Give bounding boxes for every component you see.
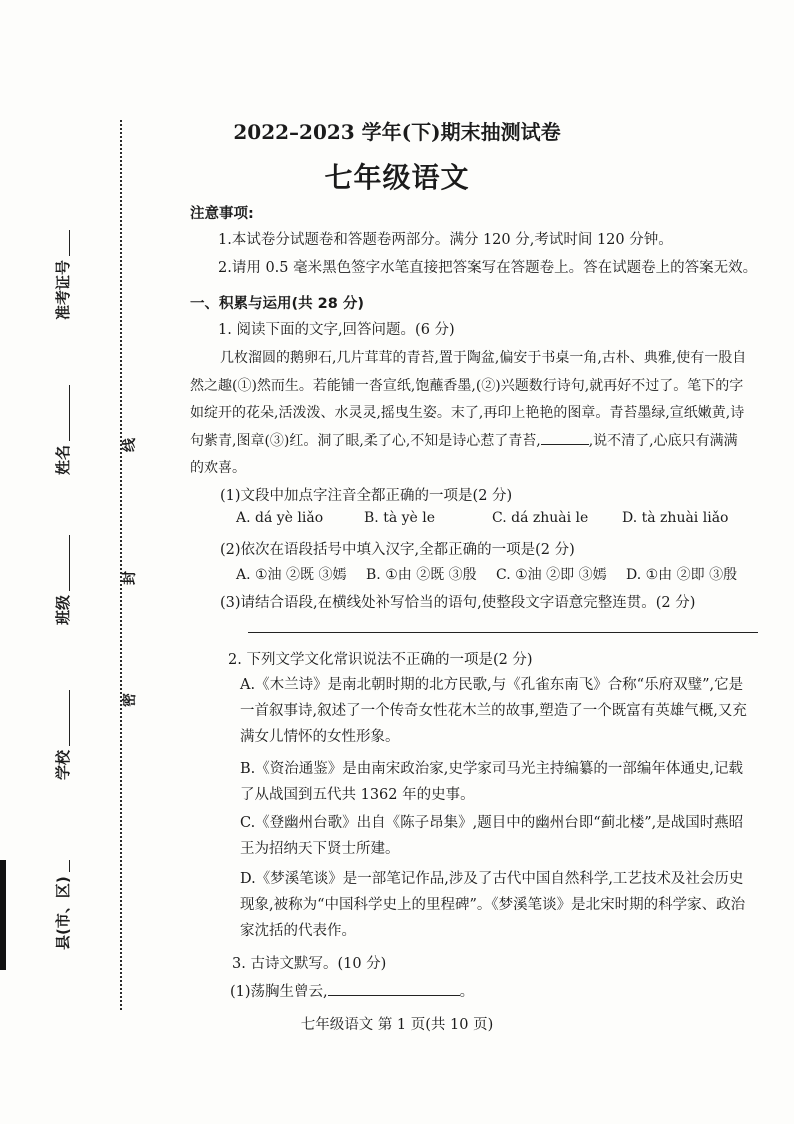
question-2-option-d[interactable]: D.《梦溪笔谈》是一部笔记作品,涉及了古代中国自然科学,工艺技术及社会历史现象,被称为“中国科学史上的里程碑”。《梦溪笔谈》是北宋时期的科学家、政治家沈括的代表作。 (240, 871, 746, 939)
question-1-2: (2)依次在语段括号中填入汉字,全都正确的一项是(2 分) (220, 542, 575, 558)
q1-2-option-c[interactable]: C. ①油 ②即 ③嫣 (496, 567, 607, 583)
exam-number-label: 准考证号 (54, 259, 72, 320)
passage-blank[interactable] (541, 432, 589, 445)
section-1-heading: 一、积累与运用(共 28 分) (190, 296, 365, 312)
question-1: 1. 阅读下面的文字,回答问题。(6 分) (218, 322, 455, 338)
question-3-1-prompt: (1)荡胸生曾云, (230, 984, 328, 1000)
q1-2-option-a[interactable]: A. ①油 ②既 ③嫣 (236, 567, 347, 583)
scan-edge-bar (0, 860, 6, 970)
notice-heading: 注意事项: (190, 206, 254, 222)
notice-item-2: 2.请用 0.5 毫米黑色签字水笔直接把答案写在答题卷上。答在试题卷上的答案无效。 (218, 260, 758, 276)
q1-1-option-c[interactable]: C. dá zhuài le (492, 510, 589, 526)
page-footer: 七年级语文 第 1 页(共 10 页) (300, 1017, 494, 1033)
county-blank[interactable] (55, 860, 70, 872)
question-1-2-options (236, 564, 737, 584)
q1-2-option-d[interactable]: D. ①由 ②即 ③殷 (626, 567, 738, 583)
question-1-1-options (236, 510, 728, 526)
question-3: 3. 古诗文默写。(10 分) (232, 956, 387, 972)
question-1-3-answer-line[interactable] (248, 632, 758, 633)
exam-title: 2022–2023 学年(下)期末抽测试卷 (233, 120, 561, 144)
question-3-1 (230, 980, 474, 1001)
school-label: 学校 (54, 749, 72, 780)
passage-part-b: ,说不清了,心底只有满满的欢喜。 (190, 432, 738, 477)
exam-subject: 七年级语文 (324, 161, 470, 194)
question-3-1-end: 。 (459, 984, 475, 1000)
exam-number-field (52, 230, 73, 320)
notice-item-1: 1.本试卷分试题卷和答题卷两部分。满分 120 分,考试时间 120 分钟。 (218, 232, 673, 248)
seal-char-seal: 封 (122, 571, 138, 585)
school-blank[interactable] (55, 690, 70, 746)
name-field (52, 385, 73, 475)
passage-part-a: 几枚溜圆的鹅卵石,几片茸茸的青苔,置于陶盆,偏安于书桌一角,古朴、典雅,使有一股自然之趣(①)然而生。若能铺一沓宣纸,饱蘸香墨,(②)兴题数行诗句,就再好不过了。笔下的字如绽开的花朵,活泼泼、水灵灵,摇曳生姿。末了,再印上艳艳的图章。青苔墨绿,宣纸嫩黄,诗句紫青,图章(③)红。洞了眼,柔了心,不知是诗心惹了青苔, (190, 350, 747, 449)
seal-char-close: 密 (122, 693, 138, 707)
county-field (52, 860, 73, 950)
question-2: 2. 下列文学文化常识说法不正确的一项是(2 分) (228, 652, 533, 668)
name-blank[interactable] (55, 385, 70, 441)
binding-dotted-line (120, 120, 122, 1010)
class-label: 班级 (54, 594, 72, 625)
q1-1-option-b[interactable]: B. tà yè le (364, 510, 436, 526)
question-1-3: (3)请结合语段,在横线处补写恰当的语句,使整段文字语意完整连贯。(2 分) (220, 595, 696, 611)
name-label: 姓名 (54, 444, 72, 475)
q1-2-option-b[interactable]: B. ①由 ②既 ③殷 (366, 567, 477, 583)
question-3-1-blank[interactable] (328, 981, 460, 996)
class-field (52, 535, 73, 625)
exam-number-blank[interactable] (55, 230, 70, 256)
q1-1-option-a[interactable]: A. dá yè liǎo (236, 510, 324, 526)
county-label: 县(市、区) (54, 876, 72, 950)
question-2-option-c[interactable]: C.《登幽州台歌》出自《陈子昂集》,题目中的幽州台即“蓟北楼”,是战国时燕昭王为招纳天下贤士所建。 (240, 815, 744, 857)
question-1-1: (1)文段中加点字注音全都正确的一项是(2 分) (220, 488, 513, 504)
question-2-option-b[interactable]: B.《资治通鉴》是由南宋政治家,史学家司马光主持编纂的一部编年体通史,记载了从战国到五代共 1362 年的史事。 (240, 761, 743, 803)
school-field (52, 690, 73, 780)
seal-char-line: 线 (122, 438, 138, 452)
class-blank[interactable] (55, 535, 70, 591)
reading-passage (190, 345, 750, 483)
question-2-option-a[interactable]: A.《木兰诗》是南北朝时期的北方民歌,与《孔雀东南飞》合称“乐府双璧”,它是一首叙事诗,叙述了一个传奇女性花木兰的故事,塑造了一个既富有英雄气概,又充满女儿情怀的女性形象。 (240, 677, 747, 745)
q1-1-option-d[interactable]: D. tà zhuài liǎo (622, 510, 729, 526)
